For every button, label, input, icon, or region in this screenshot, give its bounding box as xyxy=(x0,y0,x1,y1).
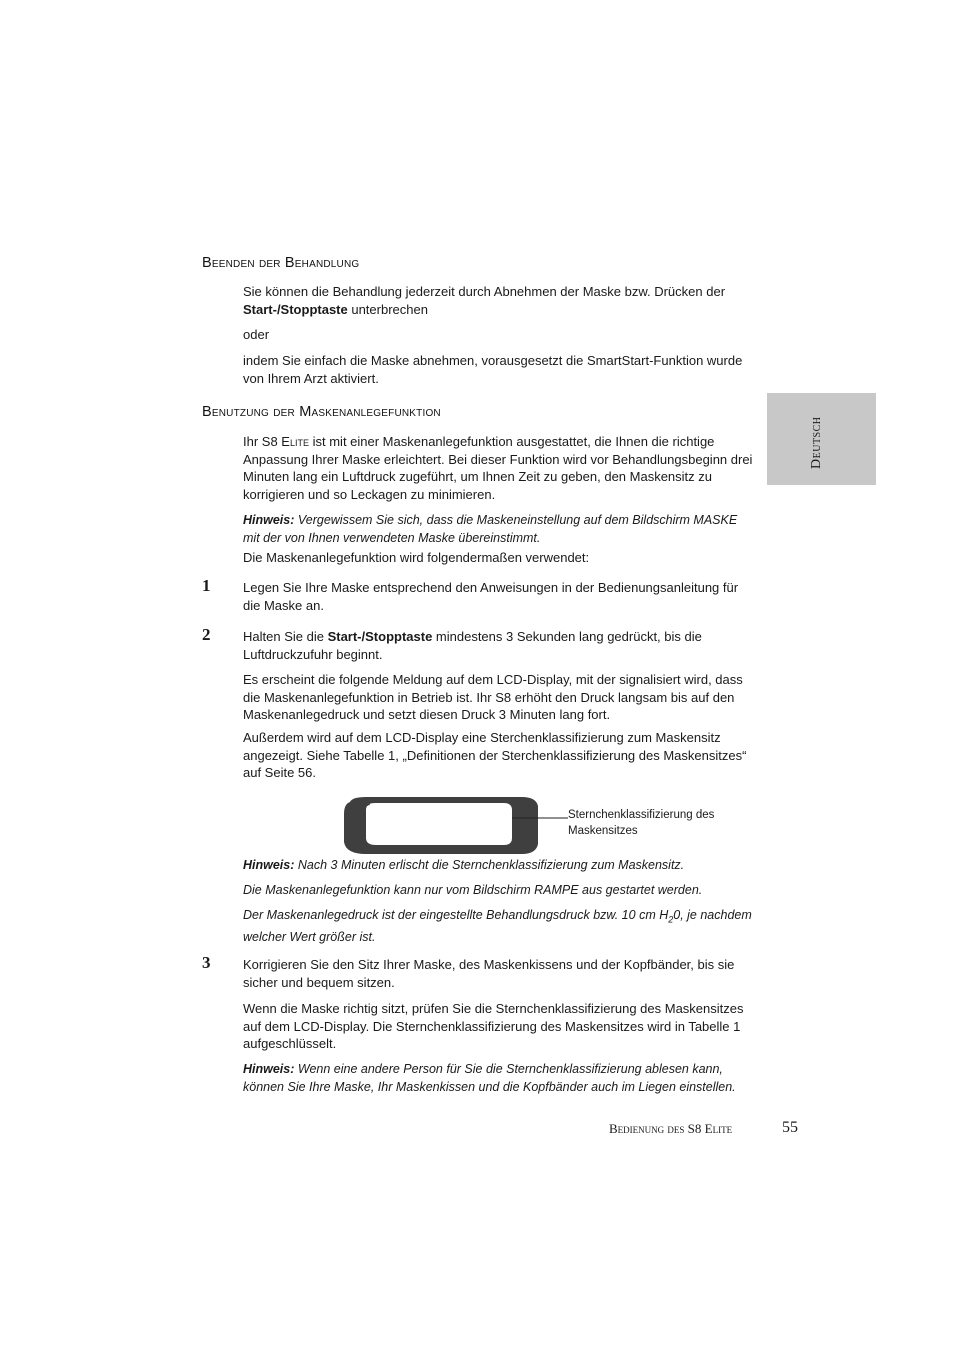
paragraph-usage: Die Maskenanlegefunktion wird folgendermaßen verwendet: xyxy=(243,550,590,565)
paragraph-oder: oder xyxy=(243,327,270,342)
note-rampe: Die Maskenanlegefunktion kann nur vom Bildschirm RAMPE aus gestartet werden. xyxy=(243,883,703,897)
text-span: Halten Sie die xyxy=(243,629,328,644)
text-span: Der Maskenanlegedruck ist der eingestellte Behandlungsdruck bzw. 10 cm H xyxy=(243,908,669,922)
paragraph-smartstart: indem Sie einfach die Maske abnehmen, vorausgesetzt die SmartStart-Funktion wurde von Ihrem Arzt aktiviert. xyxy=(243,353,743,386)
page-number: 55 xyxy=(782,1119,798,1136)
callout-star-rating: Sternchenklassifizierung des Maskensitzes xyxy=(568,809,715,837)
start-stop-key-label: Start-/Stopptaste xyxy=(243,301,348,317)
note-text: Wenn eine andere Person für Sie die Sternchenklassifizierung ablesen kann, können Sie Ihre Maske, Ihr Maskenkissen und die Kopfbänder auch im Liegen einstellen. xyxy=(243,1062,736,1094)
text-span: mindestens 3 Sekunden lang gedrückt, bis die Luftdruckzufuhr beginnt. xyxy=(243,629,702,662)
text-span: ist mit einer Maskenanlegefunktion ausgestattet, die Ihnen die richtige Anpassung Ihrer Maske erleichtert. Bei dieser Funktion wird vor Behandlungsbeginn drei Minuten lang ein Luftdruck zugeführt, um Ihnen Zeit zu geben, den Maskensitz zu korrigieren und so Leckagen zu minimieren. xyxy=(243,434,753,502)
note-text: Nach 3 Minuten erlischt die Sternchenklassifizierung zum Maskensitz. xyxy=(294,858,685,872)
note-lying-down xyxy=(243,1061,753,1096)
language-tab-label: Deutsch xyxy=(809,416,824,469)
display-screen xyxy=(366,803,512,845)
note-label: Hinweis: xyxy=(243,513,295,527)
step-number-3: 3 xyxy=(202,953,211,972)
subscript: 2 xyxy=(668,914,674,925)
paragraph-intro xyxy=(243,433,753,503)
step-number-1: 1 xyxy=(202,576,211,595)
step-2-text xyxy=(243,628,753,663)
note-mask-setting xyxy=(243,512,753,547)
start-stop-key-label: Start-/Stopptaste xyxy=(327,629,433,644)
paragraph-interrupt xyxy=(243,283,753,318)
note-label: Hinweis: xyxy=(243,1062,295,1076)
step-3-text: Korrigieren Sie den Sitz Ihrer Maske, des Maskenkissens und der Kopfbänder, bis sie sicher und bequem sitzen. xyxy=(243,957,735,990)
lcd-display-illustration xyxy=(342,796,570,856)
step-number-2: 2 xyxy=(202,625,211,644)
device-name: S8 Elite xyxy=(261,434,309,449)
text-span: Ihr xyxy=(243,434,262,449)
text-span: unterbrechen xyxy=(347,301,428,317)
step-3-check: Wenn die Maske richtig sitzt, prüfen Sie die Sternchenklassifizierung des Maskensitzes auf dem LCD-Display. Die Sternchenklassifizierung des Maskensitzes wird in Tabelle 1 aufgeschlüsselt. xyxy=(243,1001,744,1051)
note-label: Hinweis: xyxy=(243,858,295,872)
step-1-text: Legen Sie Ihre Maske entsprechend den Anweisungen in der Bedienungsanleitung für die Maske an. xyxy=(243,580,739,613)
text-span: 0, je nachdem welcher Wert größer ist. xyxy=(243,908,752,944)
note-text: Vergewissem Sie sich, dass die Maskeneinstellung auf dem Bildschirm MASKE mit der von Ihnen verwendeten Maske übereinstimmt. xyxy=(243,513,738,545)
text-span: Sie können die Behandlung jederzeit durch Abnehmen der Maske bzw. Drücken der xyxy=(243,284,726,299)
step-2-rating: Außerdem wird auf dem LCD-Display eine Sterchenklassifizierung zum Maskensitz angezeigt. Siehe Tabelle 1, „Definitionen der Sterchenklassifizierung des Maskensitzes“ auf Seite 56. xyxy=(243,730,747,780)
note-pressure xyxy=(243,907,753,947)
step-2-message: Es erscheint die folgende Meldung auf dem LCD-Display, mit der signalisiert wird, dass die Maskenanlegefunktion in Betrieb ist. Ihr S8 erhöht den Druck langsam bis auf den Maskenanlegedruck und setzt diesen Druck 3 Minuten lang fort. xyxy=(243,672,743,722)
section-heading-beenden: Beenden der Behandlung xyxy=(202,255,360,271)
language-tab xyxy=(767,393,876,485)
footer-title: Bedienung des S8 Elite xyxy=(609,1121,733,1136)
note-star-rating-expires xyxy=(243,857,753,875)
section-heading-maskenanlege: Benutzung der Maskenanlegefunktion xyxy=(202,404,441,420)
